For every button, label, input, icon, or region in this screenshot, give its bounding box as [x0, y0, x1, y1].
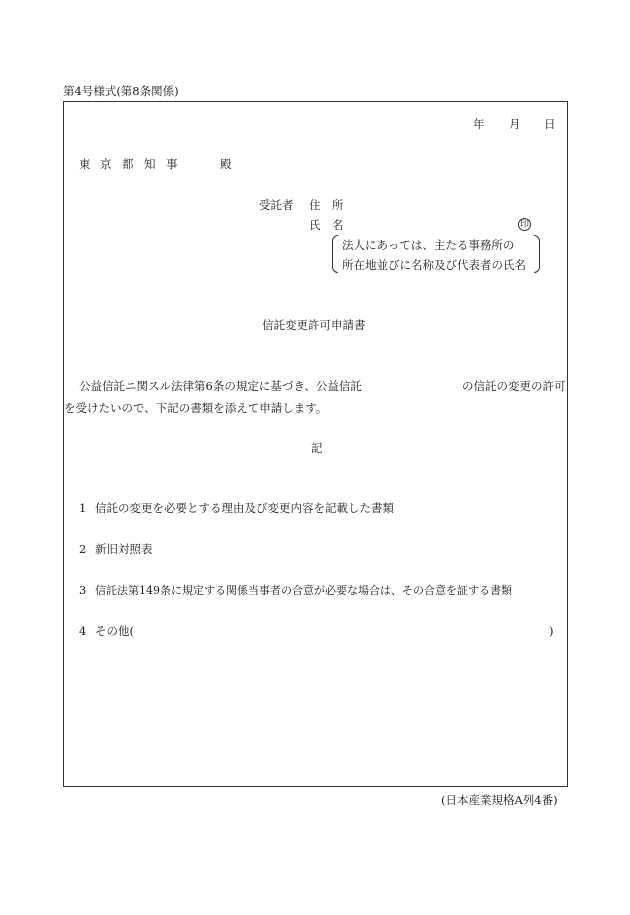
date-month: 月: [509, 117, 521, 131]
form-number: 第4号様式(第8条関係): [63, 84, 179, 98]
body-line-1a: 公益信託ニ関スル法律第6条の規定に基づき、公益信託: [79, 379, 362, 393]
item-number: 1: [79, 501, 87, 515]
right-bracket: [534, 235, 540, 273]
document-title: 信託変更許可申請書: [262, 318, 366, 332]
addressee-char: 知: [144, 157, 156, 171]
item-text: その他(: [95, 624, 134, 638]
item-4-close-paren: ): [549, 624, 554, 638]
address-label: 住 所: [309, 198, 344, 212]
note-line-1: 法人にあっては、主たる事務所の: [342, 238, 515, 252]
addressee-char: 京: [100, 157, 112, 171]
ki-heading: 記: [311, 441, 323, 455]
addressee-char: 東: [79, 157, 91, 171]
date-year: 年: [473, 117, 485, 131]
item-number: 2: [79, 542, 87, 556]
corporate-note: [332, 235, 540, 275]
addressee-char: 事: [166, 157, 178, 171]
body-line-2: を受けたいので、下記の書類を添えて申請します。: [64, 401, 328, 415]
item-text: 信託の変更を必要とする理由及び変更内容を記載した書類: [95, 501, 394, 515]
addressee-honorific: 殿: [220, 157, 232, 171]
item-text: 信託法第149条に規定する関係当事者の合意が必要な場合は、その合意を証する書類: [95, 584, 512, 597]
name-label: 氏 名: [309, 218, 344, 232]
item-text: 新旧対照表: [95, 542, 153, 556]
addressee-char: 都: [122, 157, 134, 171]
left-bracket: [332, 235, 338, 273]
item-number: 4: [79, 624, 87, 638]
body-line-1b: の信託の変更の許可: [462, 379, 566, 393]
item-number: 3: [79, 583, 87, 597]
date-day: 日: [544, 117, 556, 131]
seal-mark: 印: [519, 220, 529, 230]
note-line-2: 所在地並びに名称及び代表者の氏名: [342, 258, 526, 272]
footer-note: (日本産業規格A列4番): [441, 793, 558, 807]
trustee-label: 受託者: [259, 198, 294, 212]
